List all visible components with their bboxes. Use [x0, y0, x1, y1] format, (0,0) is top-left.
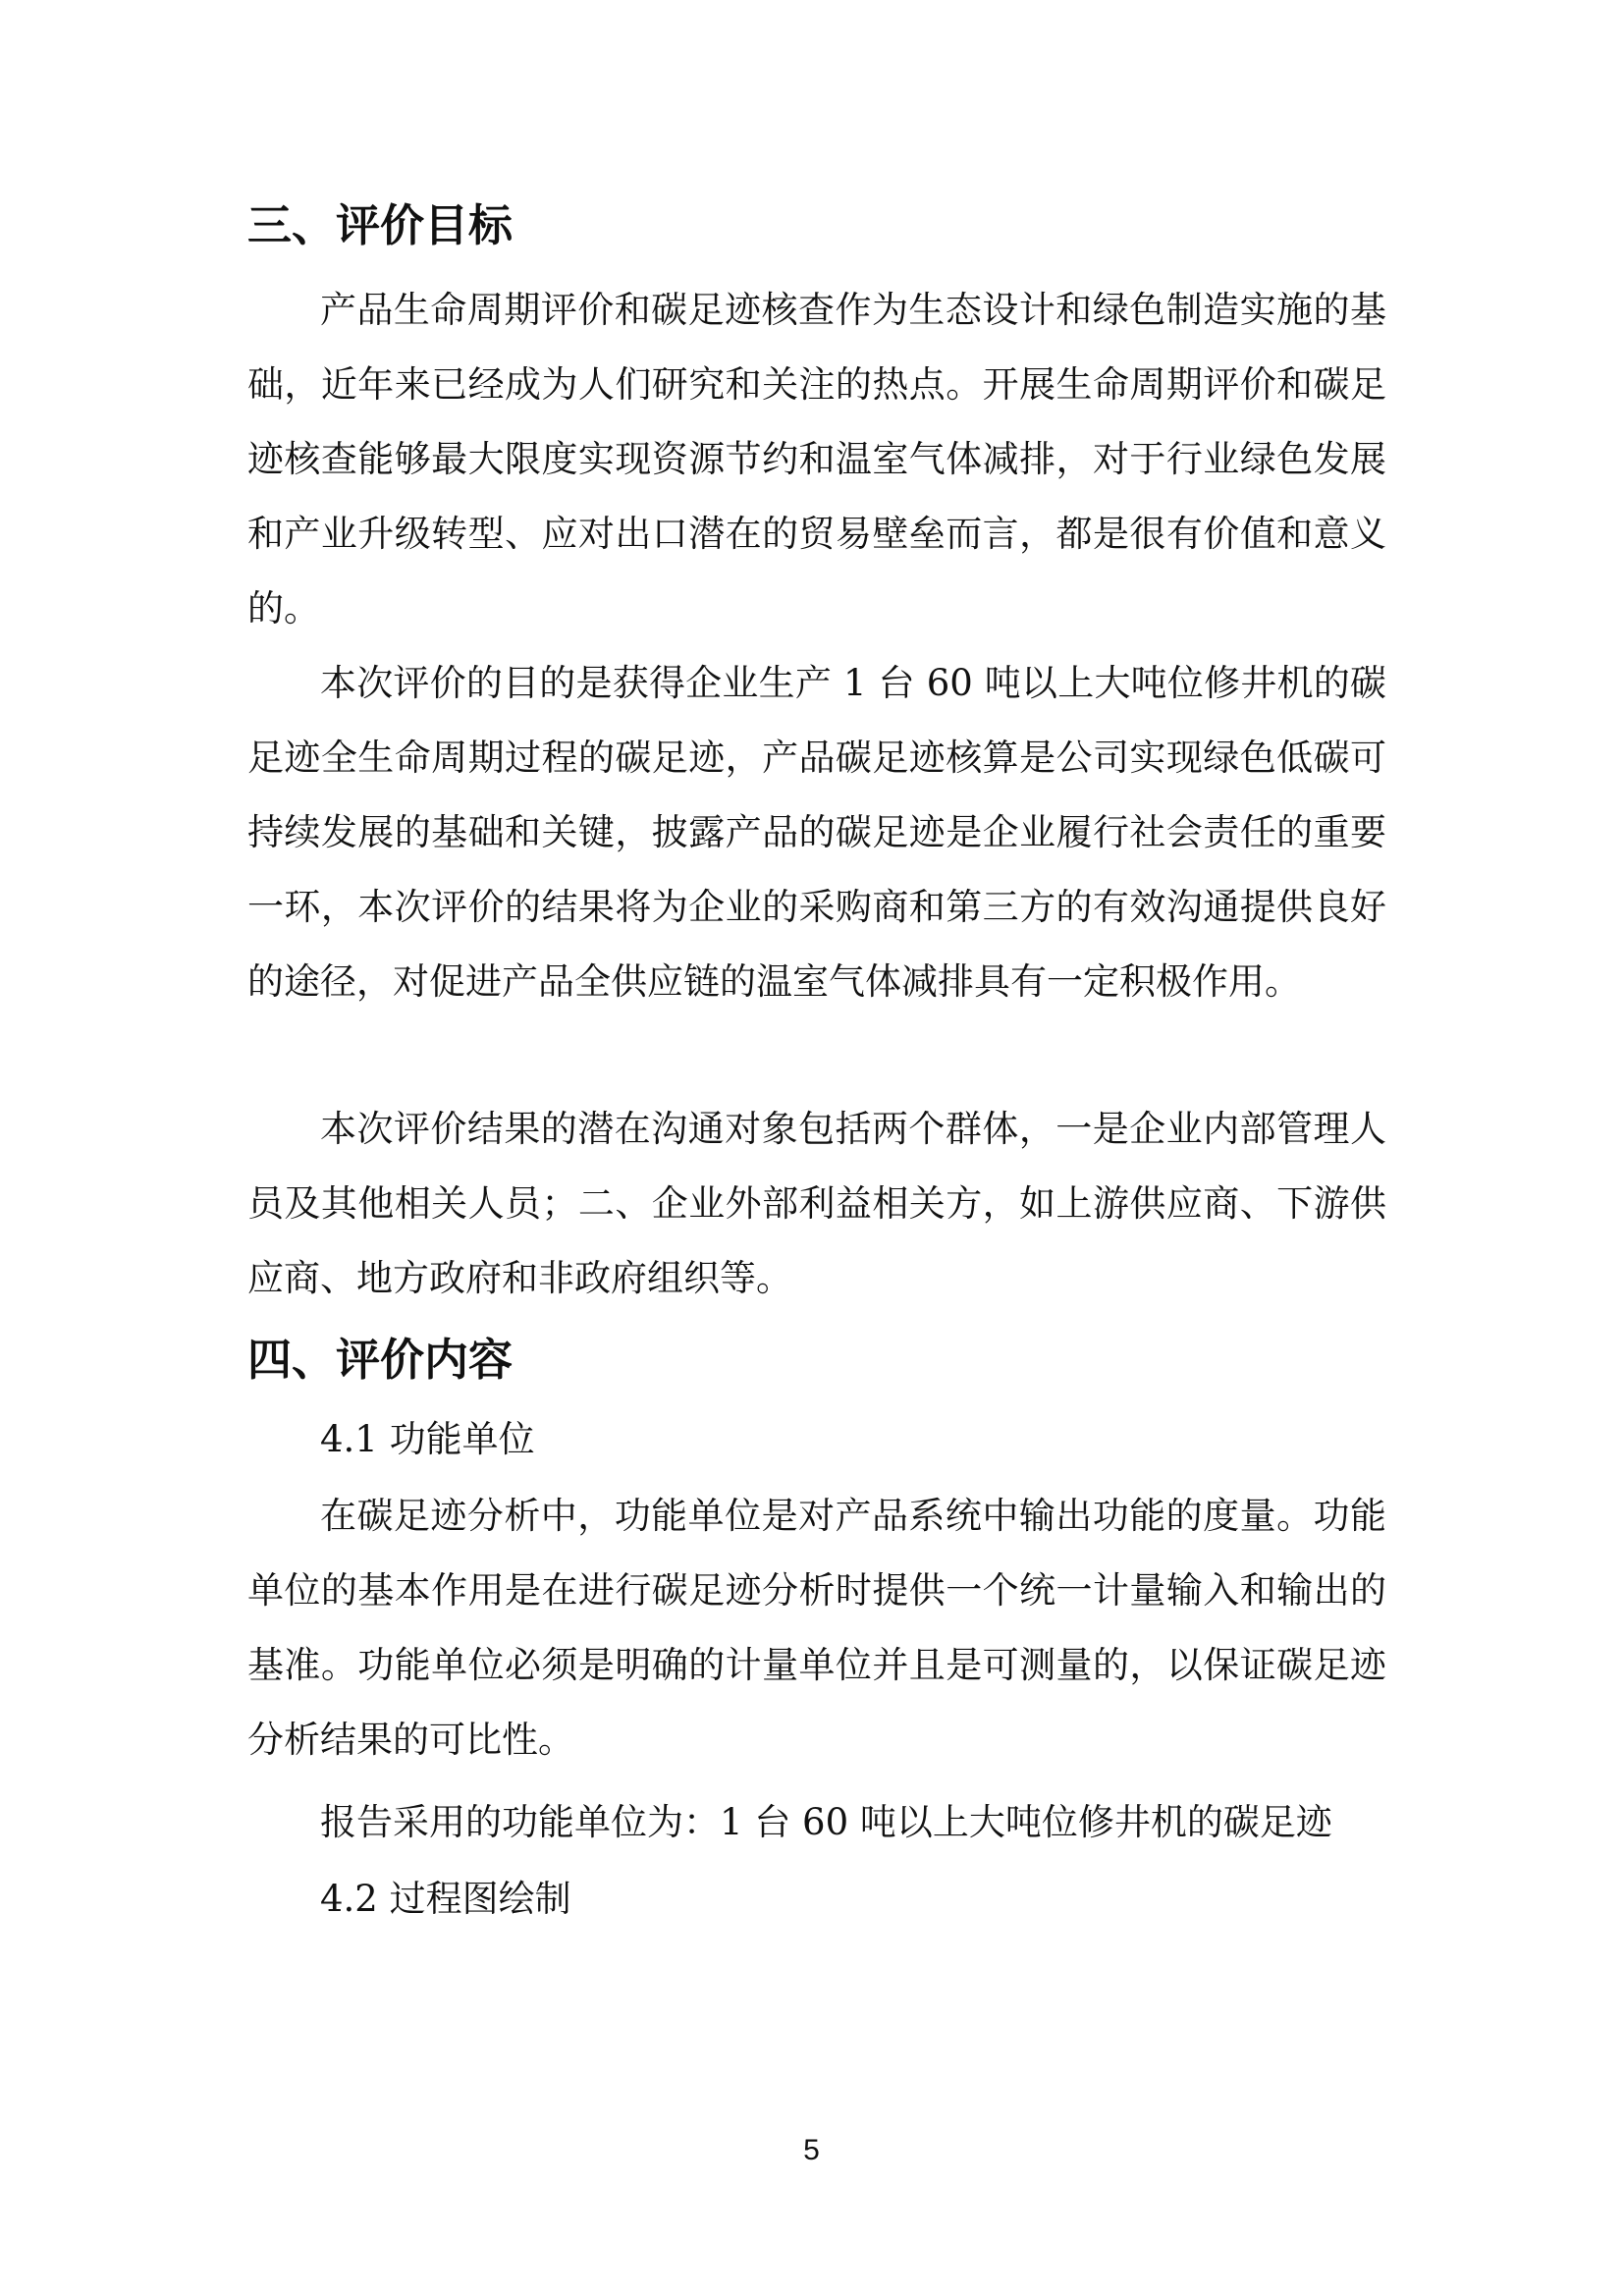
section-heading-evaluation-goal: 三、评价目标	[247, 199, 514, 251]
page-number: 5	[803, 2134, 820, 2166]
paragraph-functional-unit: 在碳足迹分析中，功能单位是对产品系统中输出功能的度量。功能单位的基本作用是在进行碳足迹分析时提供一个统一计量输入和输出的基准。功能单位必须是明确的计量单位并且是可测量的，以保证碳足迹分析结果的可比性。	[247, 1495, 1386, 1761]
paragraph-goal-purpose: 本次评价的目的是获得企业生产 1 台 60 吨以上大吨位修井机的碳足迹全生命周期过程的碳足迹，产品碳足迹核算是公司实现绿色低碳可持续发展的基础和关键，披露产品的碳足迹是企业履行社会责任的重要一环，本次评价的结果将为企业的采购商和第三方的有效沟通提供良好的途径，对促进产品全供应链的温室气体减排具有一定积极作用。	[247, 662, 1386, 1003]
section-heading-evaluation-content: 四、评价内容	[247, 1334, 514, 1386]
functional-unit-statement: 报告采用的功能单位为：1 台 60 吨以上大吨位修井机的碳足迹	[320, 1801, 1332, 1843]
subheading-process-diagram: 4.2 过程图绘制	[320, 1878, 571, 1920]
subheading-functional-unit: 4.1 功能单位	[320, 1418, 535, 1460]
paragraph-goal-background: 产品生命周期评价和碳足迹核查作为生态设计和绿色制造实施的基础，近年来已经成为人们研究和关注的热点。开展生命周期评价和碳足迹核查能够最大限度实现资源节约和温室气体减排，对于行业绿色发展和产业升级转型、应对出口潜在的贸易壁垒而言，都是很有价值和意义的。	[247, 289, 1386, 629]
paragraph-goal-audience: 本次评价结果的潜在沟通对象包括两个群体，一是企业内部管理人员及其他相关人员；二、企业外部利益相关方，如上游供应商、下游供应商、地方政府和非政府组织等。	[247, 1108, 1386, 1299]
